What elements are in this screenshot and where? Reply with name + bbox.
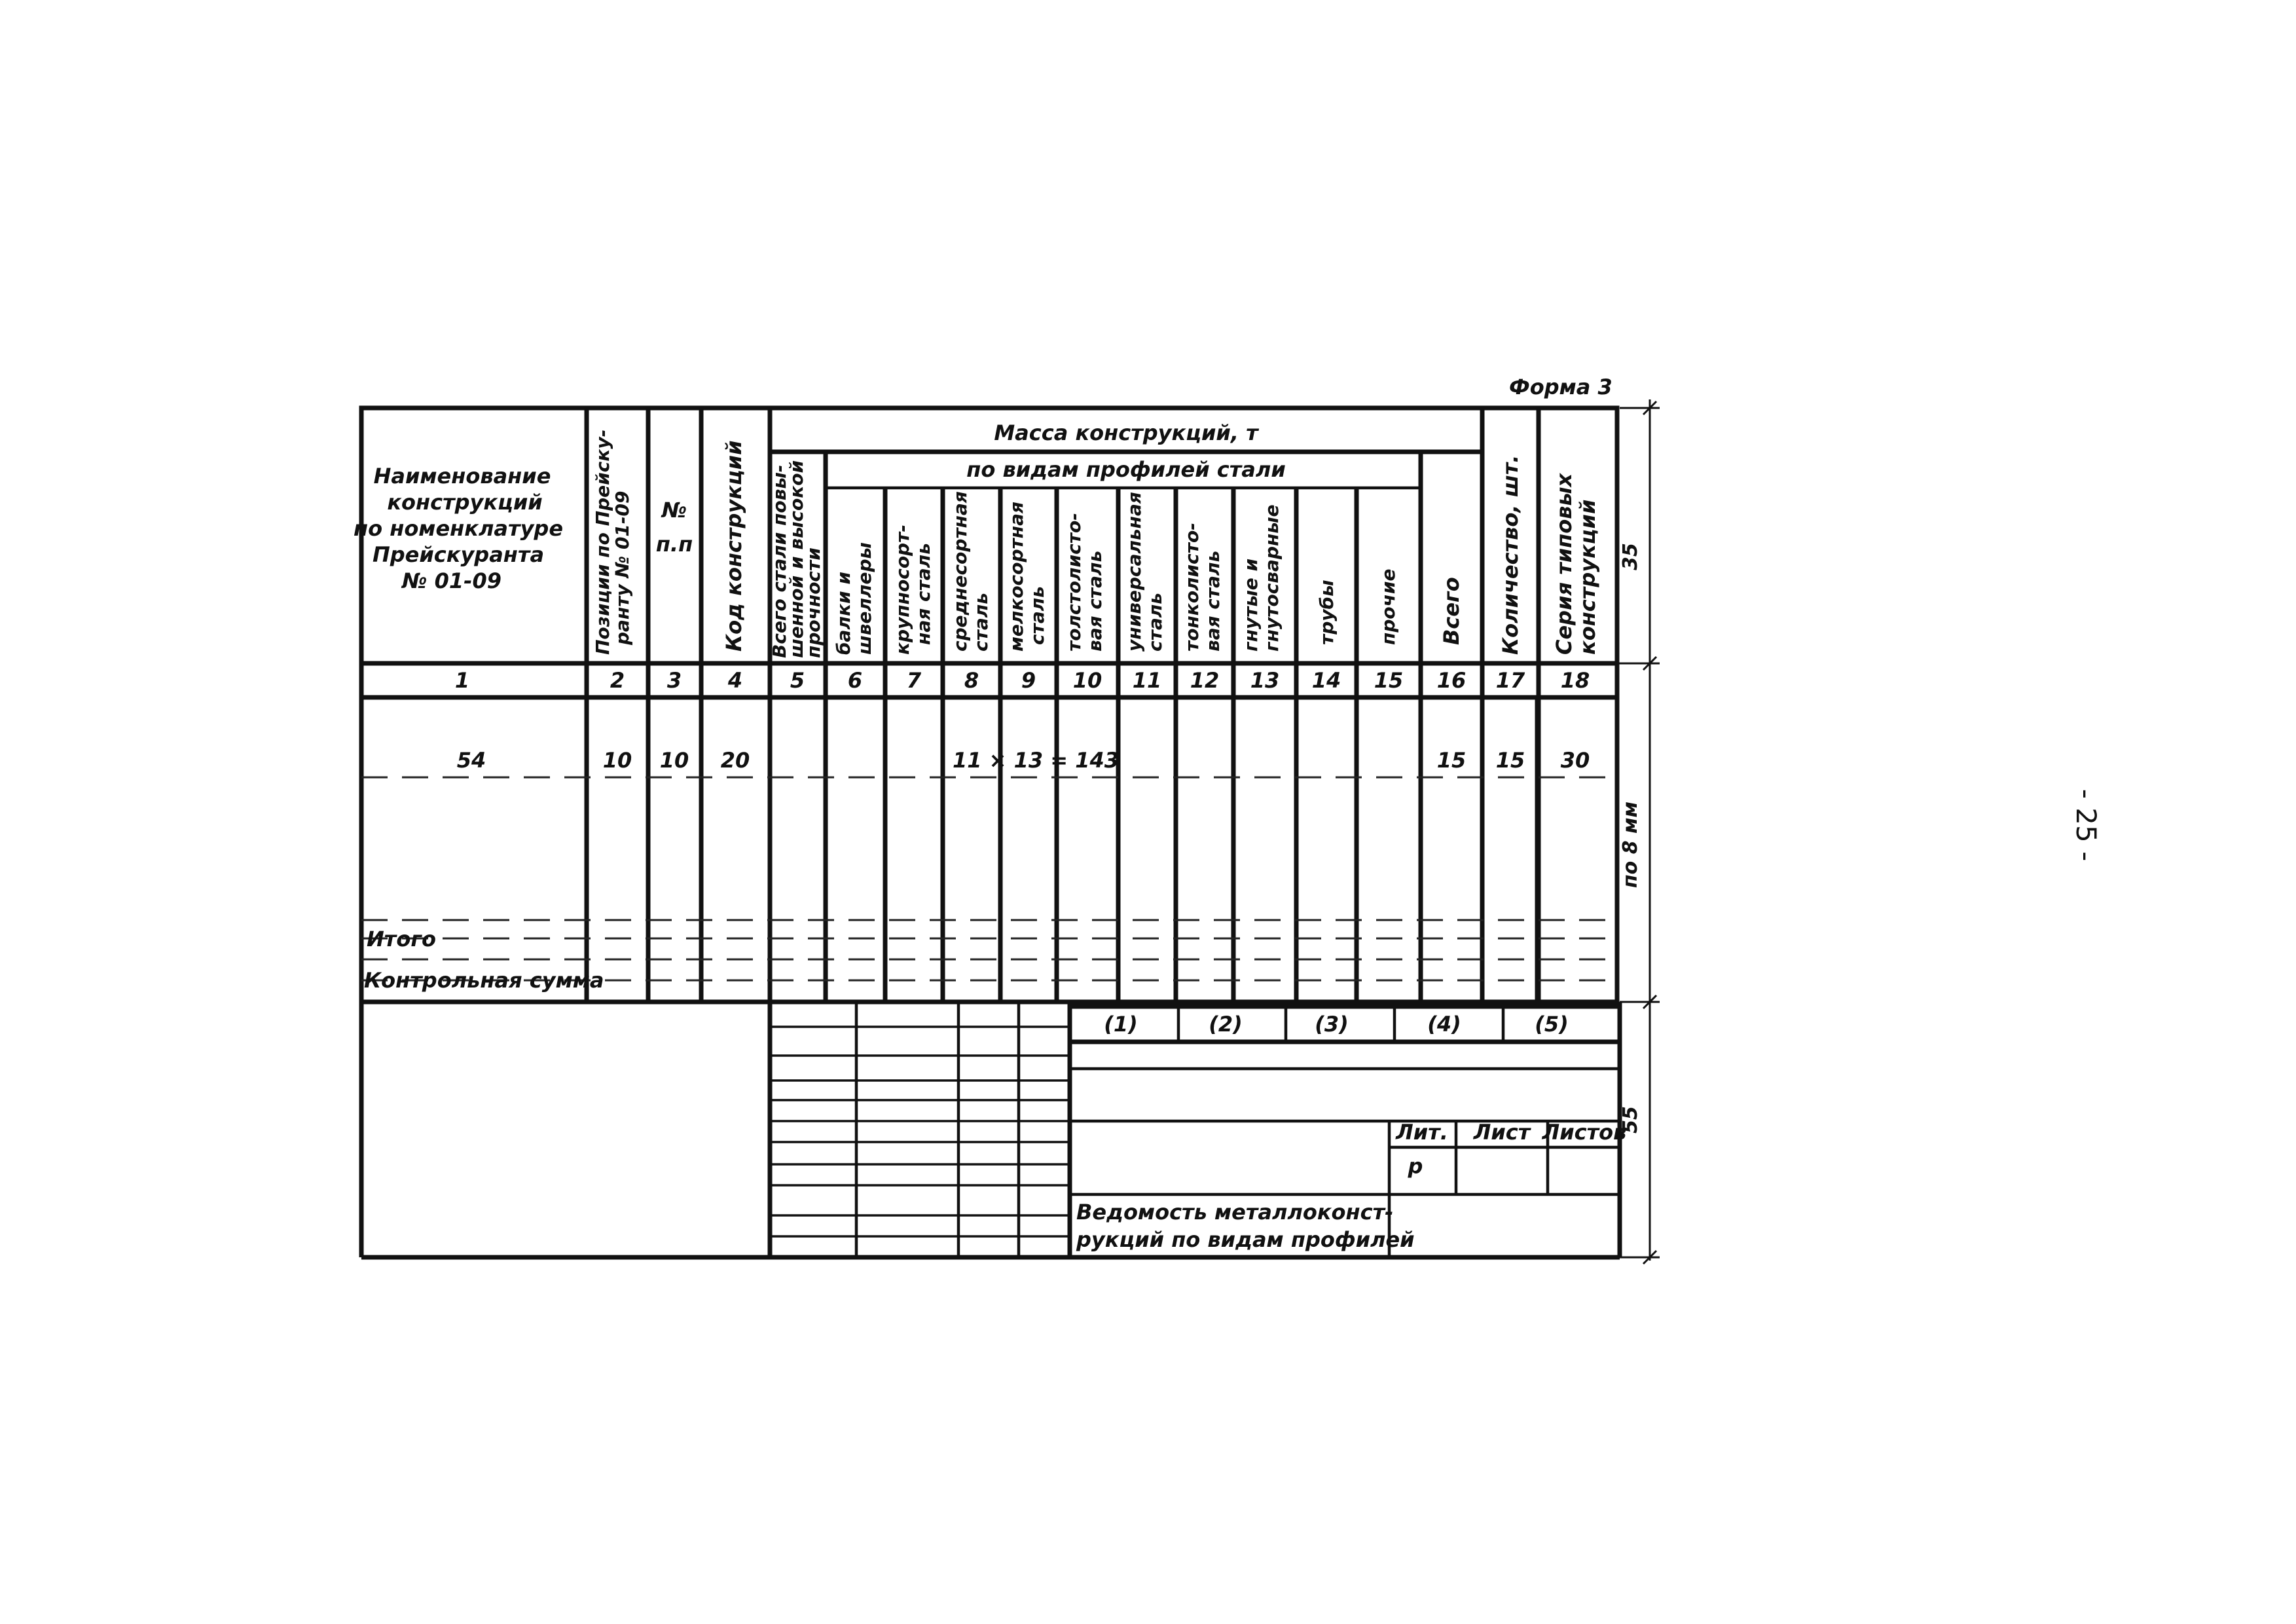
col-number: 8 (964, 668, 979, 693)
col-number: 5 (790, 668, 805, 693)
header-col5-line3: прочности (803, 547, 824, 658)
profiles-title: по видам профилей стали (966, 457, 1286, 482)
col-number: 11 (1132, 668, 1162, 693)
header-col3-line1: № (661, 498, 687, 523)
header-col18-line1: Серия типовых (1552, 473, 1576, 655)
col-number: 18 (1560, 668, 1590, 693)
lit-label: Лит. (1396, 1120, 1448, 1145)
col-number: 1 (454, 668, 470, 693)
sheets-label: Листов (1542, 1120, 1627, 1145)
header-col11-line2: сталь (1144, 593, 1166, 652)
header-col10-line2: вая сталь (1084, 550, 1106, 652)
col-number: 16 (1436, 668, 1467, 693)
header-col7-line1: крупносорт- (892, 525, 913, 655)
stamp-cell-2: (2) (1209, 1012, 1243, 1037)
col-number: 7 (906, 668, 922, 693)
header-col5-line1: Всего стали повы- (769, 464, 790, 658)
header-col13-line1: гнутые и (1240, 558, 1262, 652)
col-number: 14 (1311, 668, 1341, 693)
header-col2-line2: ранту № 01-09 (611, 490, 633, 645)
checksum-label: Контрольная сумма (364, 968, 604, 993)
col-number: 10 (1072, 668, 1102, 693)
col-number: 13 (1250, 668, 1280, 693)
lit-value: р (1408, 1154, 1423, 1179)
cell-profile-note: 11 × 13 = 143 (952, 748, 1120, 773)
stamp-title-line2: рукций по видам профилей (1076, 1227, 1415, 1252)
col-number: 9 (1021, 668, 1036, 693)
header-col3-line2: п.п (655, 532, 693, 557)
dimension-row-height: по 8 мм (1619, 801, 1642, 889)
header-col1-line2: конструкций (387, 490, 543, 515)
header-col16: Всего (1439, 577, 1464, 645)
cell-col3: 10 (659, 748, 689, 773)
header-col8-line1: среднесортная (949, 491, 971, 652)
col-number: 12 (1190, 668, 1220, 693)
cell-col17: 15 (1495, 748, 1525, 773)
col-number: 17 (1495, 668, 1525, 693)
col-number: 4 (727, 668, 743, 693)
header-col6-line2: швеллеры (854, 542, 875, 655)
col-number: 6 (847, 668, 863, 693)
col-number: 15 (1374, 668, 1404, 693)
form-label: Форма 3 (1509, 375, 1613, 399)
stamp-cell-5: (5) (1535, 1012, 1569, 1037)
header-col9-line2: сталь (1027, 586, 1048, 645)
header-col1-line3: по номенклатуре (353, 516, 564, 541)
col-number: 2 (610, 668, 625, 693)
header-col1-line1: Наименование (373, 464, 551, 489)
page-number (2043, 766, 2102, 884)
stamp-cell-1: (1) (1104, 1012, 1138, 1037)
stamp-cell-4: (4) (1427, 1012, 1461, 1037)
col-number: 3 (666, 668, 682, 693)
stamp-title-line1: Ведомость металлоконст- (1076, 1200, 1394, 1225)
mass-title: Масса конструкций, т (994, 420, 1258, 445)
header-col12-line2: вая сталь (1202, 550, 1224, 652)
total-label: Итого (367, 927, 437, 951)
header-col4: Код конструкций (721, 440, 746, 652)
header-col1-line5: № 01-09 (402, 568, 501, 593)
header-col14: трубы (1316, 580, 1338, 645)
sheet-label: Лист (1473, 1120, 1531, 1145)
header-col13-line2: гнутосварные (1261, 504, 1283, 652)
dimension-header: 35 (1619, 543, 1642, 570)
header-col6-line1: балки и (833, 572, 854, 655)
stamp-block (361, 1002, 1626, 1257)
table-grid (361, 408, 1617, 1002)
header-col1-line4: Прейскуранта (372, 542, 545, 567)
dimension-stamp: 55 (1619, 1106, 1642, 1134)
header-col18-line2: конструкций (1575, 499, 1600, 655)
svg-text:- 25 -: - 25 - (2070, 788, 2102, 862)
stamp-cell-3: (3) (1315, 1012, 1349, 1037)
header-col2-line1: Позиции по Прейску- (592, 429, 613, 655)
column-headers (354, 420, 1600, 658)
cell-col1: 54 (456, 748, 486, 773)
header-col5-line2: шенной и высокой (786, 460, 807, 658)
header-col15: прочие (1377, 568, 1399, 645)
header-col7-line2: ная сталь (913, 543, 934, 645)
header-col9-line1: мелкосортная (1006, 502, 1027, 652)
cell-col18: 30 (1560, 748, 1590, 773)
cell-col2: 10 (602, 748, 632, 773)
cell-col4: 20 (720, 748, 750, 773)
header-col17: Количество, шт. (1498, 454, 1523, 655)
header-col8-line2: сталь (970, 593, 992, 652)
header-col10-line1: толстолисто- (1063, 513, 1085, 652)
header-col11-line1: универсальная (1123, 492, 1145, 652)
cell-col16: 15 (1436, 748, 1467, 773)
header-col12-line1: тонколисто- (1181, 523, 1203, 652)
